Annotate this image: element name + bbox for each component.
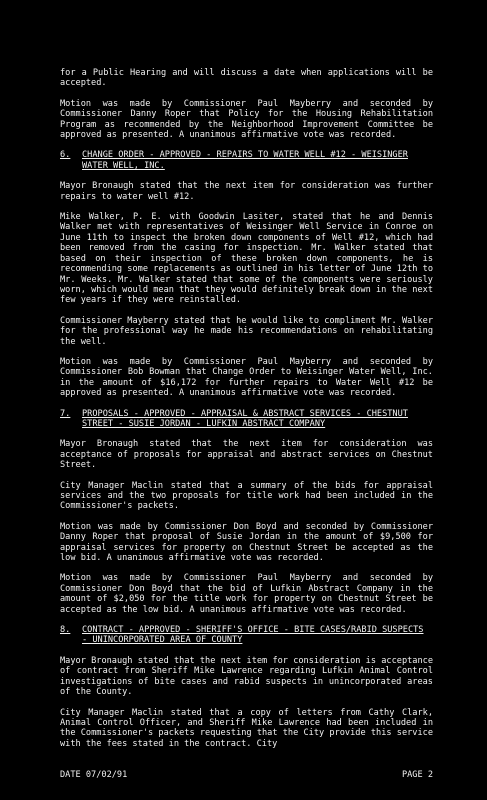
paragraph-motion-title-work: Motion was made by Commissioner Paul Mayberry and seconded by Commissioner Don Boyd that the bid of Lufkin Abstract Company in the amount of $2,050 for the title work for property on Chestnut Street be accepted as the low bid. A unanimous affirmative vote was recorded. [60,573,433,615]
paragraph-motion-change-order: Motion was made by Commissioner Paul Mayberry and seconded by Commissioner Bob Bowman that Change Order to Weisinger Water Well, Inc. in the amount of $16,172 for further repairs to Water Well #12 be approved as presented. A unanimous affirmative vote was recorded. [60,356,433,399]
section-title: PROPOSALS - APPROVED - APPRAISAL & ABSTRACT SERVICES - CHESTNUT STREET - SUSIE JORDAN - LUFKIN ABSTRACT COMPANY [82,408,408,429]
footer-page-number: PAGE 2 [401,770,433,780]
page-footer [60,770,433,780]
section-title: CONTRACT - APPROVED - SHERIFF'S OFFICE - BITE CASES/RABID SUSPECTS - UNINCORPORATED AREA OF COUNTY [82,625,424,646]
paragraph-contract-intro: Mayor Bronaugh stated that the next item for consideration is acceptance of contract from Sheriff Mike Lawrence regarding Lufkin Animal Control investigations of bite cases and rabid suspects in unincorporated areas of the County. [60,655,433,698]
section-heading-6 [60,150,433,171]
section-heading-8 [60,625,433,646]
paragraph-bid-summary: City Manager Maclin stated that a summary of the bids for appraisal services and the two proposals for title work had been included in the Commissioner's packets. [60,480,433,512]
section-number: 7. [60,408,71,419]
section-heading-7 [60,409,433,430]
paragraph-public-hearing: for a Public Hearing and will discuss a date when applications will be accepted. [60,68,433,89]
section-title: CHANGE ORDER - APPROVED - REPAIRS TO WATER WELL #12 - WEISINGER WATER WELL, INC. [82,150,408,171]
footer-date: DATE 07/02/91 [60,770,128,780]
section-number: 8. [60,625,71,636]
paragraph-maclin-letters: City Manager Maclin stated that a copy of letters from Cathy Clark, Animal Control Officer, and Sheriff Mike Lawrence had been included in the Commissioner's packets requesting that the City provide this service with the fees stated in the contract. City [60,707,433,749]
paragraph-motion-appraisal: Motion was made by Commissioner Don Boyd and seconded by Commissioner Danny Roper that proposal of Susie Jordan in the amount of $9,500 for appraisal services for property on Chestnut Street be accepted as the low bid. A unanimous affirmative vote was recorded. [60,521,433,564]
paragraph-proposals-intro: Mayor Bronaugh stated that the next item for consideration was acceptance of proposals for appraisal and abstract services on Chestnut Street. [60,439,433,471]
paragraph-motion-housing-policy: Motion was made by Commissioner Paul Mayberry and seconded by Commissioner Danny Roper that Policy for the Housing Rehabilitation Program as recommended by the Neighborhood Improvement Committee be approved as presented. A unanimous affirmative vote was recorded. [60,98,433,141]
paragraph-walker-report: Mike Walker, P. E. with Goodwin Lasiter, stated that he and Dennis Walker met with representatives of Weisinger Well Service in Conroe on June 11th to inspect the broken down components of Well #12, which had been removed from the casing for inspection. Mr. Walker stated that based on their inspection of these broken down components, he is recommending some replacements as outlined in his letter of June 12th to Mr. Weeks. Mr. Walker stated that some of the components were seriously worn, which would mean that they would definitely break down in the next few years if they were reinstalled. [60,212,433,306]
paragraph-well-intro: Mayor Bronaugh stated that the next item for consideration was further repairs to water well #12. [60,181,433,202]
section-number: 6. [60,150,71,161]
paragraph-mayberry-compliment: Commissioner Mayberry stated that he would like to compliment Mr. Walker for the professional way he made his recommendations on rehabilitating the well. [60,315,433,347]
